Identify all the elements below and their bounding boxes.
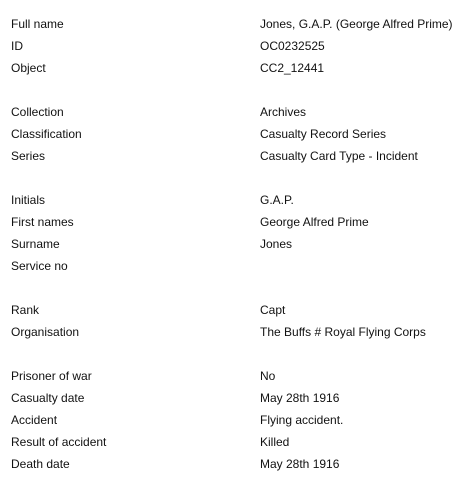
field-classification — [0, 123, 466, 145]
field-label: Rank — [11, 303, 40, 317]
field-accident — [0, 409, 466, 431]
field-id — [0, 35, 466, 57]
field-value: George Alfred Prime — [260, 215, 369, 229]
field-label: Object — [11, 61, 46, 75]
field-label: Full name — [11, 17, 64, 31]
group-spacer — [0, 79, 466, 101]
field-value: Killed — [260, 435, 290, 449]
field-casualty-date — [0, 387, 466, 409]
field-first-names — [0, 211, 466, 233]
field-label: Series — [11, 149, 46, 163]
field-label: Surname — [11, 237, 60, 251]
field-initials — [0, 189, 466, 211]
field-series — [0, 145, 466, 167]
field-label: Service no — [11, 259, 68, 273]
field-value: Casualty Card Type - Incident — [260, 149, 418, 163]
field-death-date — [0, 453, 466, 475]
field-label: Initials — [11, 193, 46, 207]
field-value: Casualty Record Series — [260, 127, 387, 141]
field-prisoner-of-war — [0, 365, 466, 387]
field-value: Jones, G.A.P. (George Alfred Prime) — [260, 17, 453, 31]
field-organisation — [0, 321, 466, 343]
field-value: No — [260, 369, 276, 383]
field-surname — [0, 233, 466, 255]
field-value: OC0232525 — [260, 39, 325, 53]
field-value: G.A.P. — [260, 193, 294, 207]
field-value: May 28th 1916 — [260, 391, 340, 405]
field-value — [249, 255, 466, 277]
group-spacer — [0, 167, 466, 189]
field-label: Result of accident — [11, 435, 107, 449]
field-label: Accident — [11, 413, 58, 427]
field-value: CC2_12441 — [260, 61, 325, 75]
field-label: Death date — [11, 457, 70, 471]
field-label: Prisoner of war — [11, 369, 92, 383]
field-value: Archives — [260, 105, 307, 119]
field-value: Capt — [260, 303, 286, 317]
field-service-no — [0, 255, 466, 277]
group-spacer — [0, 343, 466, 365]
field-label: Collection — [11, 105, 64, 119]
field-full-name — [0, 13, 466, 35]
field-value: Flying accident. — [260, 413, 344, 427]
field-label: ID — [11, 39, 23, 53]
field-value: The Buffs # Royal Flying Corps — [260, 325, 426, 339]
field-label: First names — [11, 215, 74, 229]
field-value: May 28th 1916 — [260, 457, 340, 471]
field-object — [0, 57, 466, 79]
field-label: Classification — [11, 127, 82, 141]
field-label: Organisation — [11, 325, 80, 339]
field-collection — [0, 101, 466, 123]
field-result-of-accident — [0, 431, 466, 453]
group-spacer — [0, 277, 466, 299]
field-rank — [0, 299, 466, 321]
field-label: Casualty date — [11, 391, 85, 405]
field-value: Jones — [260, 237, 293, 251]
